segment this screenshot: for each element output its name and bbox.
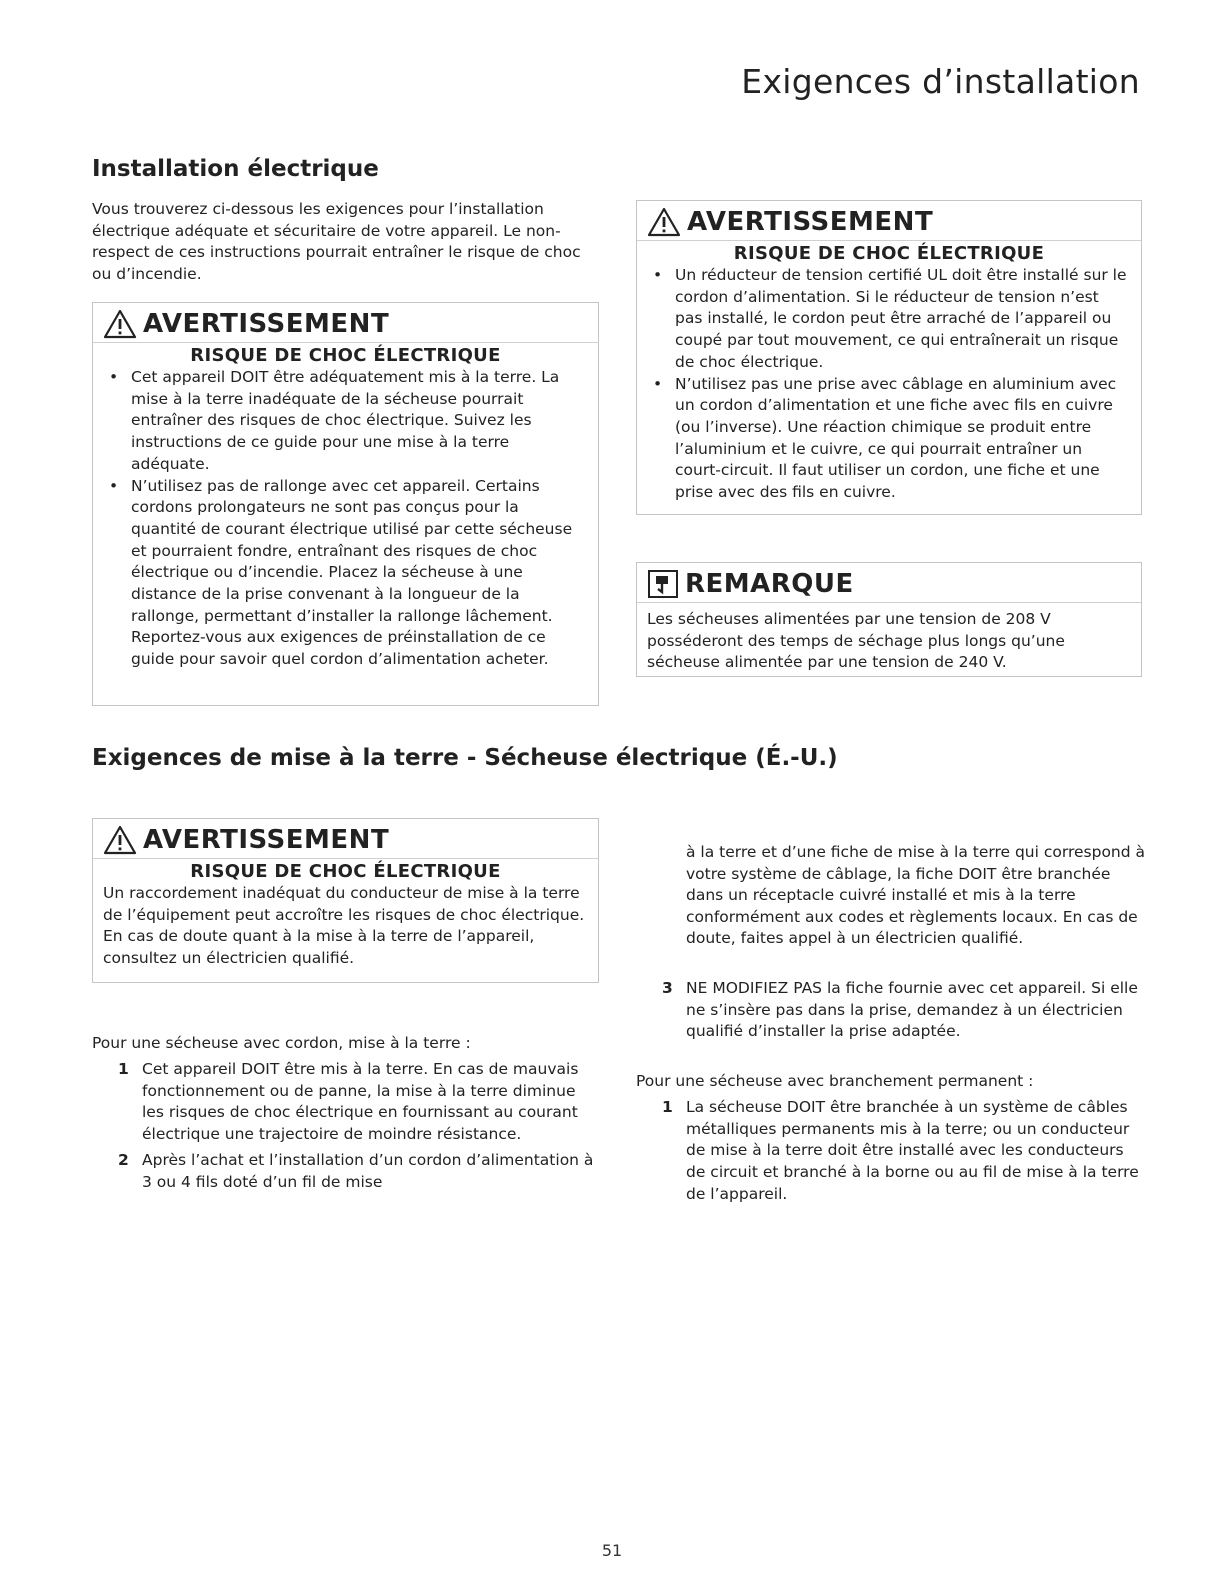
list-item: • Cet appareil DOIT être adéquatement mis à la terre. La mise à la terre inadéquate de la sécheuse pourrait entraîner des risques de choc électrique. Suivez les instructions de ce guide pour une mise à la terre adéquate.	[103, 367, 588, 476]
note-header	[637, 569, 1141, 603]
list-item: • N’utilisez pas une prise avec câblage en aluminium avec un cordon d’alimentation et une fiche avec fils en cuivre (ou l’inverse). Une réaction chimique se produit entre l’aluminium et le cuivre, ce qui pourrait entraîner un court-circuit. Il faut utiliser un cordon, une fiche et une prise avec des fils en cuivre.	[647, 374, 1131, 504]
warning-title: AVERTISSEMENT	[687, 207, 934, 237]
warning-box-grounding	[92, 818, 599, 983]
list-item: 1 La sécheuse DOIT être branchée à un système de câbles métalliques permanents mis à la terre; ou un conducteur de mise à la terre doit être installé avec les conducteurs de circuit et branché à la borne ou au fil de mise à la terre de l’appareil.	[662, 1098, 1139, 1203]
note-icon	[647, 569, 679, 599]
list-item: • N’utilisez pas de rallonge avec cet appareil. Certains cordons prolongateurs ne sont pas conçus pour la quantité de courant électrique utilisé par cette sécheuse et pourraient fondre, entraînant des risques de choc électrique ou d’incendie. Placez la sécheuse à une distance de la prise convenant à la longueur de la rallonge, permettant d’installer la rallonge lâchement. Reportez-vous aux exigences de préinstallation de ce guide pour savoir quel cordon d’alimentation acheter.	[103, 476, 588, 671]
electrical-intro: Vous trouverez ci-dessous les exigences pour l’installation électrique adéquate et sécuritaire de votre appareil. Le non-respect de ces instructions pourrait entraîner le risque de choc ou d’incendie.	[92, 200, 581, 283]
corded-steps	[92, 1059, 599, 1197]
warning-bullets	[103, 367, 588, 671]
list-item: 2 Après l’achat et l’installation d’un cordon d’alimentation à 3 ou 4 fils doté d’un fil de mise	[118, 1150, 594, 1191]
list-item: • Un réducteur de tension certifié UL doit être installé sur le cordon d’alimentation. Si le réducteur de tension n’est pas installé, le cordon peut être arraché de l’appareil ou coupé par tout mouvement, ce qui entraînerait un risque de choc électrique.	[647, 265, 1131, 374]
permanent-steps	[636, 1097, 1146, 1210]
warning-box-left	[92, 302, 599, 706]
corded-step-3	[636, 978, 1146, 1047]
note-text: Les sécheuses alimentées par une tension de 208 V posséderont des temps de séchage plus longs qu’une sécheuse alimentée par une tension de 240 V.	[647, 610, 1065, 672]
warning-title: AVERTISSEMENT	[143, 309, 390, 339]
corded-intro: Pour une sécheuse avec cordon, mise à la terre :	[92, 1034, 471, 1052]
warning-subtitle: RISQUE DE CHOC ÉLECTRIQUE	[190, 345, 501, 366]
page-number: 51	[601, 1541, 623, 1560]
list-item: 1 Cet appareil DOIT être mis à la terre. En cas de mauvais fonctionnement ou de panne, la mise à la terre diminue les risques de choc électrique en fournissant au courant électrique une trajectoire de moindre résistance.	[118, 1060, 579, 1144]
step2-continued: à la terre et d’une fiche de mise à la terre qui correspond à votre système de câblage, la fiche DOIT être branchée dans un réceptacle cuivré installé et mis à la terre conformément aux codes et règlements locaux. En cas de doute, faites appel à un électricien qualifié.	[686, 843, 1146, 947]
warning-triangle-icon	[647, 207, 681, 237]
warning-subtitle: RISQUE DE CHOC ÉLECTRIQUE	[733, 243, 1045, 264]
warning-box-right	[636, 200, 1142, 515]
section-heading-electrical: Installation électrique	[92, 156, 379, 182]
warning-header	[637, 207, 1141, 241]
warning-subtitle: RISQUE DE CHOC ÉLECTRIQUE	[190, 861, 501, 882]
page-title: Exigences d’installation	[741, 62, 1140, 101]
warning-triangle-icon	[103, 309, 137, 339]
note-title: REMARQUE	[685, 569, 854, 599]
warning-triangle-icon	[103, 825, 137, 855]
permanent-intro: Pour une sécheuse avec branchement permanent :	[636, 1072, 1034, 1090]
section-heading-grounding: Exigences de mise à la terre - Sécheuse électrique (É.-U.)	[92, 745, 838, 771]
note-box	[636, 562, 1142, 677]
warning-text: Un raccordement inadéquat du conducteur de mise à la terre de l’équipement peut accroître les risques de choc électrique. En cas de doute quant à la mise à la terre de l’appareil, consultez un électricien qualifié.	[103, 884, 585, 968]
warning-bullets	[647, 265, 1131, 504]
warning-header	[93, 309, 598, 343]
warning-header	[93, 825, 598, 859]
list-item: 3 NE MODIFIEZ PAS la fiche fournie avec cet appareil. Si elle ne s’insère pas dans la prise, demandez à un électricien qualifié d’installer la prise adaptée.	[662, 979, 1138, 1041]
warning-title: AVERTISSEMENT	[143, 825, 390, 855]
